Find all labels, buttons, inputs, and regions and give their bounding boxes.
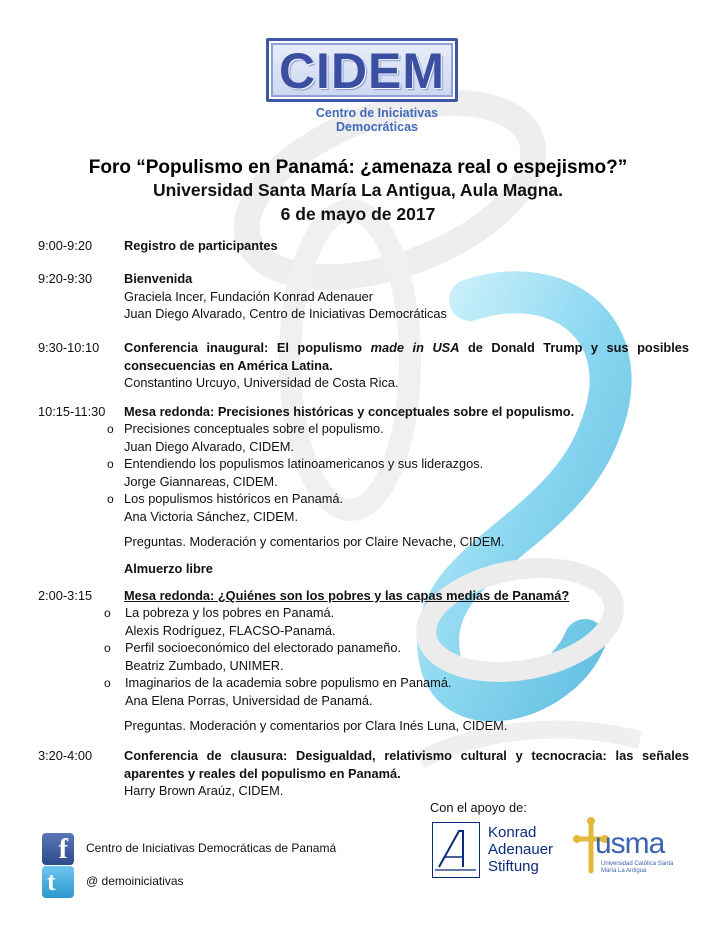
facebook-icon[interactable] <box>42 833 74 865</box>
kas-line1: Konrad <box>488 824 537 841</box>
bullet-mesa1-3: o <box>107 492 114 506</box>
item-mesa2-3 <box>125 674 690 709</box>
speaker-inaugural: Constantino Urcuyo, Universidad de Costa Rica. <box>124 375 399 390</box>
bullet-mesa2-1: o <box>104 606 111 620</box>
title-inaugural <box>124 339 689 374</box>
item-mesa1-2 <box>124 455 689 490</box>
topic-mesa1-3: Los populismos históricos en Panamá. <box>124 491 344 506</box>
konrad-adenauer-logo <box>432 822 562 880</box>
usma-tagline: Universidad Católica Santa María La Antigua <box>601 861 674 874</box>
item-mesa2-2 <box>125 639 690 674</box>
almuerzo-libre: Almuerzo libre <box>124 561 213 576</box>
title-bienvenida: Bienvenida <box>124 271 193 286</box>
topic-mesa2-1: La pobreza y los pobres en Panamá. <box>125 605 335 620</box>
block-clausura <box>124 747 689 800</box>
bullet-mesa2-3: o <box>104 676 111 690</box>
logo-subtitle-line1: Centro de Iniciativas <box>315 106 439 120</box>
kas-mark <box>432 822 480 878</box>
time-registro: 9:00-9:20 <box>38 238 93 253</box>
topic-mesa1-1: Precisiones conceptuales sobre el populismo. <box>124 421 384 436</box>
topic-mesa1-2: Entendiendo los populismos latinoamericanos y sus liderazgos. <box>124 456 484 471</box>
speaker-bienvenida-1: Graciela Incer, Fundación Konrad Adenauer <box>124 288 373 304</box>
title-mesa2: Mesa redonda: ¿Quiénes son los pobres y las capas medias de Panamá? <box>124 588 570 603</box>
logo-subtitle <box>292 106 462 134</box>
cidem-logo <box>262 36 462 136</box>
usma-logo <box>571 815 681 877</box>
kas-line2: Adenauer <box>488 841 554 858</box>
kas-line3: Stiftung <box>488 858 539 875</box>
time-inaugural: 9:30-10:10 <box>38 340 100 355</box>
moderation-mesa1: Preguntas. Moderación y comentarios por Claire Nevache, CIDEM. <box>124 534 505 549</box>
speaker-clausura: Harry Brown Araúz, CIDEM. <box>124 783 284 798</box>
bullet-mesa1-1: o <box>107 422 114 436</box>
item-mesa1-3 <box>124 490 689 525</box>
time-mesa1: 10:15-11:30 <box>38 404 106 419</box>
facebook-glyph: f <box>58 834 68 865</box>
speaker-mesa1-1: Juan Diego Alvarado, CIDEM. <box>124 438 294 454</box>
logo-subtitle-line2: Democráticas <box>336 120 418 134</box>
item-mesa2-1 <box>125 604 690 639</box>
time-bienvenida: 9:20-9:30 <box>38 271 93 286</box>
block-bienvenida <box>124 270 689 323</box>
bullet-mesa2-2: o <box>104 641 111 655</box>
time-mesa2: 2:00-3:15 <box>38 588 93 603</box>
topic-mesa2-2: Perfil socioeconómico del electorado panameño. <box>125 640 402 655</box>
time-clausura: 3:20-4:00 <box>38 748 93 763</box>
topic-mesa2-3: Imaginarios de la academia sobre populismo en Panamá. <box>125 675 452 690</box>
title-mesa1: Mesa redonda: Precisiones históricas y conceptuales sobre el populismo. <box>124 404 575 419</box>
title-inaugural-emphasis: made in USA <box>370 340 460 355</box>
speaker-mesa2-2: Beatriz Zumbado, UNIMER. <box>125 657 284 673</box>
kas-a-symbol <box>433 823 478 876</box>
speaker-mesa2-3: Ana Elena Porras, Universidad de Panamá. <box>125 692 373 708</box>
twitter-handle-text: @ demoiniciativas <box>86 874 184 888</box>
venue-heading: Universidad Santa María La Antigua, Aula Magna. <box>152 180 564 200</box>
kas-text <box>488 824 553 875</box>
twitter-glyph: t <box>47 867 56 896</box>
date-heading: 6 de mayo de 2017 <box>280 204 436 224</box>
logo-wordmark: CIDEM <box>278 43 446 99</box>
title-registro: Registro de participantes <box>124 238 278 253</box>
support-label: Con el apoyo de: <box>430 800 527 815</box>
item-mesa1-1 <box>124 420 689 455</box>
speaker-mesa1-3: Ana Victoria Sánchez, CIDEM. <box>124 508 299 524</box>
usma-wordmark: usma <box>595 827 665 860</box>
title-clausura: Conferencia de clausura: Desigualdad, relativismo cultural y tecnocracia: las señales aparentes y reales del populismo en Panamá. <box>124 748 689 781</box>
speaker-mesa1-2: Jorge Giannareas, CIDEM. <box>124 473 278 489</box>
title-inaugural-part-b: de Donald Trump y sus posibles consecuencias en América Latina. <box>124 340 689 373</box>
block-inaugural <box>124 339 689 392</box>
speaker-bienvenida-2: Juan Diego Alvarado, Centro de Iniciativas Democráticas <box>124 306 447 321</box>
facebook-page-text: Centro de Iniciativas Democráticas de Panamá <box>86 841 337 855</box>
speaker-mesa2-1: Alexis Rodríguez, FLACSO-Panamá. <box>125 622 336 638</box>
bullet-mesa1-2: o <box>107 457 114 471</box>
forum-title <box>0 157 716 179</box>
twitter-icon[interactable] <box>42 866 74 898</box>
moderation-mesa2: Preguntas. Moderación y comentarios por Clara Inés Luna, CIDEM. <box>124 718 508 733</box>
title-inaugural-part-a: Conferencia inaugural: El populismo <box>124 340 371 355</box>
forum-title-text: Foro “Populismo en Panamá: ¿amenaza real o espejismo?” <box>88 157 628 178</box>
